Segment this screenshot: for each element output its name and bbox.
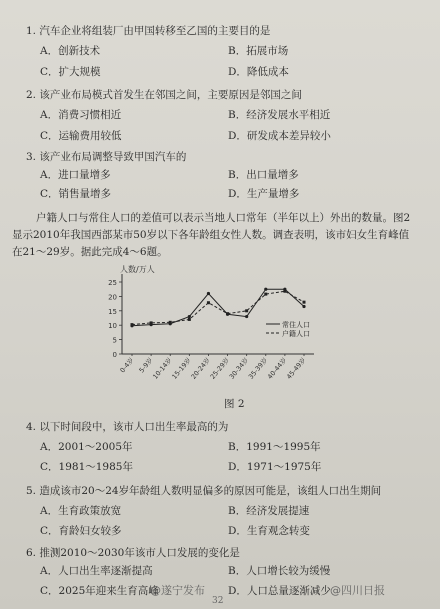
- passage-line: 显示2010年我国西部某市50岁以下各年龄组女性人数。调查表明，该市妇女生育峰值: [12, 229, 410, 241]
- y-tick-label: 0: [112, 351, 117, 359]
- question-text: 该产业布局调整导致甲国汽车的: [39, 151, 187, 163]
- question-4: [26, 420, 228, 434]
- option-b[interactable]: B．1991～1995年: [228, 441, 321, 453]
- question-number: 3.: [26, 151, 37, 163]
- x-tick-label: 30-34岁: [227, 356, 251, 381]
- data-point: [245, 309, 248, 312]
- question-text: 该产业布局模式首发生在邻国之间，主要原因是邻国之间: [39, 89, 302, 101]
- data-point: [303, 301, 306, 304]
- data-point: [131, 323, 134, 326]
- page-number: 32: [212, 596, 224, 606]
- data-point: [150, 321, 153, 324]
- question-number: 6.: [26, 547, 37, 559]
- question-number: 4.: [26, 421, 37, 433]
- option-d[interactable]: D．降低成本: [228, 66, 289, 78]
- question-number: 5.: [26, 485, 37, 497]
- data-point: [207, 292, 210, 295]
- option-c[interactable]: C．2025年迎来生育高峰: [40, 585, 159, 597]
- legend-label: 户籍人口: [282, 330, 310, 338]
- population-chart: [96, 264, 336, 390]
- data-point: [302, 305, 305, 308]
- option-a[interactable]: A．生育政策放宽: [40, 505, 122, 517]
- question-text: 汽车企业将组装厂由甲国转移至乙国的主要目的是: [39, 25, 271, 37]
- question-text: 以下时间段中，该市人口出生率最高的为: [39, 421, 229, 433]
- y-tick-label: 10: [108, 322, 117, 331]
- x-tick-label: 15-19岁: [170, 356, 193, 381]
- option-a[interactable]: A．人口出生率逐渐提高: [40, 565, 153, 577]
- option-c[interactable]: C．1981～1985年: [40, 461, 133, 473]
- option-d[interactable]: D．人口总量逐渐减少: [228, 585, 331, 597]
- option-c[interactable]: C．扩大规模: [40, 66, 101, 78]
- option-a[interactable]: A．进口量增多: [40, 169, 111, 181]
- x-tick-label: 25-29岁: [208, 356, 232, 381]
- question-2: [26, 88, 302, 102]
- question-text: 推测2010～2030年该市人口发展的变化是: [39, 547, 240, 559]
- y-tick-label: 15: [108, 307, 117, 316]
- x-tick-label: 45-49岁: [285, 356, 308, 381]
- option-b[interactable]: B．人口增长较为缓慢: [228, 565, 331, 577]
- data-point: [283, 290, 286, 293]
- option-c[interactable]: C．运输费用较低: [40, 130, 122, 142]
- data-point: [245, 315, 248, 318]
- question-number: 1.: [26, 25, 37, 37]
- option-c[interactable]: C．育龄妇女较多: [40, 525, 122, 537]
- x-tick-label: 35-39岁: [246, 356, 270, 381]
- x-tick-label: 40-44岁: [265, 356, 289, 381]
- watermark-right: @四川日报: [330, 584, 385, 597]
- option-c[interactable]: C．销售量增多: [40, 188, 112, 200]
- option-d[interactable]: D．研发成本差异较小: [228, 130, 331, 142]
- data-point: [169, 321, 172, 324]
- x-tick-label: 5-9岁: [137, 356, 155, 375]
- question-3: [26, 150, 186, 164]
- data-point: [188, 315, 191, 318]
- series-line-2: [132, 291, 304, 324]
- figure-caption: 图 2: [224, 398, 245, 410]
- passage-intro: [12, 210, 430, 261]
- data-point: [207, 301, 210, 304]
- question-number: 2.: [26, 89, 37, 101]
- x-tick-label: 0-4岁: [118, 356, 136, 375]
- question-5: [26, 484, 381, 498]
- x-tick-label: 20-24岁: [189, 356, 212, 381]
- question-text: 造成该市20～24岁年龄组人数明显偏多的原因可能是，该组人口出生期间: [39, 485, 382, 497]
- option-a[interactable]: A．创新技术: [40, 45, 101, 57]
- passage-line: 在21～29岁。据此完成4～6题。: [12, 246, 168, 258]
- option-d[interactable]: D．生产量增多: [228, 188, 300, 200]
- option-b[interactable]: B．经济发展水平相近: [228, 109, 331, 121]
- data-point: [264, 288, 267, 291]
- data-point: [226, 312, 229, 315]
- y-tick-label: 5: [112, 336, 117, 345]
- option-b[interactable]: B．出口量增多: [228, 169, 299, 181]
- legend-label: 常住人口: [282, 321, 310, 329]
- option-a[interactable]: A．消费习惯相近: [40, 109, 122, 121]
- y-axis-label: 人数/万人: [120, 265, 155, 274]
- data-point: [264, 293, 267, 296]
- question-6: [26, 546, 240, 560]
- option-b[interactable]: B．拓展市场: [228, 45, 289, 57]
- y-tick-label: 20: [108, 293, 117, 302]
- y-tick-label: 25: [108, 279, 117, 287]
- option-d[interactable]: D．1971～1975年: [228, 461, 322, 473]
- option-d[interactable]: D．生育观念转变: [228, 525, 310, 537]
- question-1: [26, 24, 270, 38]
- option-b[interactable]: B．经济发展提速: [228, 505, 310, 517]
- option-a[interactable]: A．2001～2005年: [40, 441, 133, 453]
- x-tick-label: 10-14岁: [151, 356, 174, 381]
- series-line-1: [132, 289, 304, 326]
- data-point: [188, 318, 191, 321]
- passage-line: 户籍人口与常住人口的差值可以表示当地人口常年（半年以上）外出的数量。图2: [36, 212, 411, 224]
- watermark-left: @遂宁发布: [150, 584, 205, 597]
